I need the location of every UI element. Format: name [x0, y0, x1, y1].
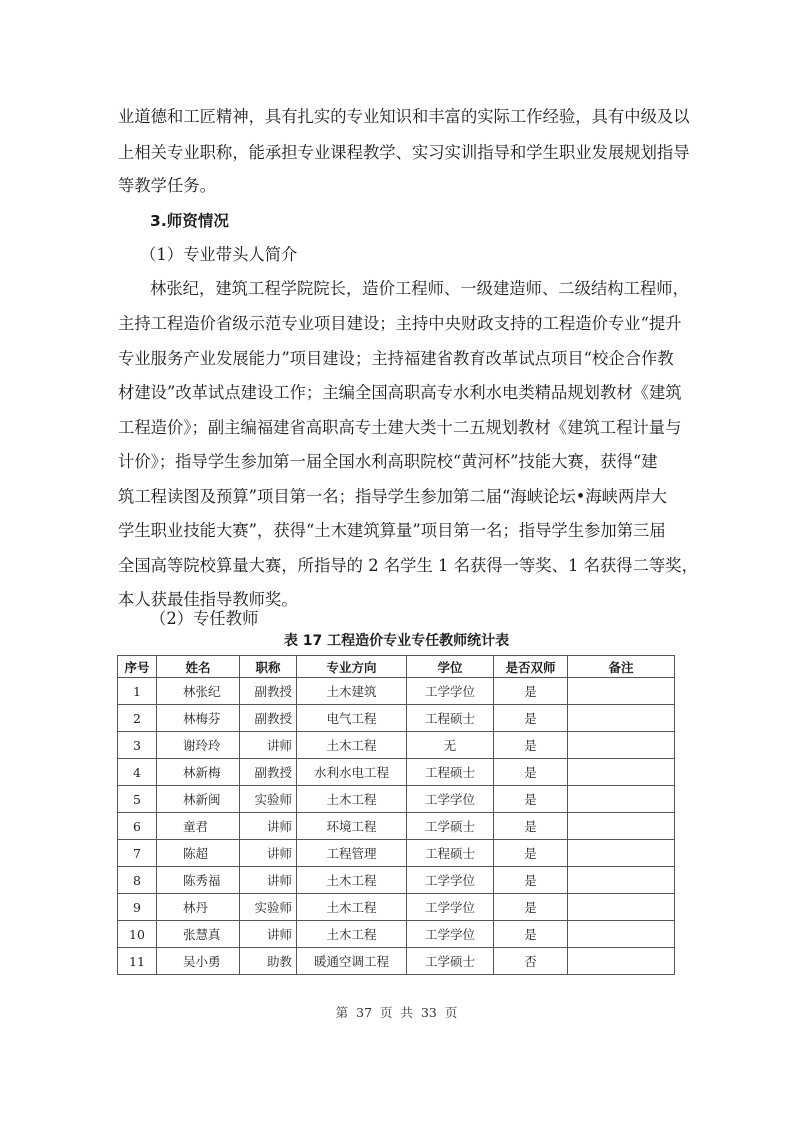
table-row [118, 705, 675, 732]
row-number-cell: 6 [118, 813, 157, 840]
row-number-cell: 8 [118, 867, 157, 894]
specialty-cell: 土木工程 [297, 732, 407, 759]
job-title-cell: 实验师 [240, 786, 297, 813]
section-heading: 3.师资情况 [150, 212, 229, 230]
specialty-cell: 环境工程 [297, 813, 407, 840]
remarks-cell [568, 678, 675, 705]
remarks-cell [568, 867, 675, 894]
paragraph-line: 主持工程造价省级示范专业项目建设；主持中央财政支持的工程造价专业“提升 [118, 314, 682, 333]
degree-cell: 工程硕士 [407, 705, 494, 732]
paragraph-line: 业道德和工匠精神，具有扎实的专业知识和丰富的实际工作经验，具有中级及以 [118, 107, 690, 126]
specialty-cell: 电气工程 [297, 705, 407, 732]
specialty-cell: 土木工程 [297, 867, 407, 894]
dual-qualified-cell: 是 [494, 894, 568, 921]
dual-qualified-cell: 是 [494, 840, 568, 867]
teacher-name-cell: 陈超 [157, 840, 240, 867]
dual-qualified-cell: 是 [494, 921, 568, 948]
job-title-cell: 副教授 [240, 705, 297, 732]
specialty-cell: 土木工程 [297, 921, 407, 948]
dual-qualified-cell: 否 [494, 948, 568, 975]
paragraph-line: 上相关专业职称，能承担专业课程教学、实习实训指导和学生职业发展规划指导 [118, 143, 690, 162]
degree-cell: 工学学位 [407, 921, 494, 948]
dual-qualified-cell: 是 [494, 786, 568, 813]
degree-cell: 工学学位 [407, 678, 494, 705]
degree-cell: 工学学位 [407, 867, 494, 894]
remarks-cell [568, 813, 675, 840]
degree-cell: 工程硕士 [407, 759, 494, 786]
remarks-cell [568, 894, 675, 921]
table-row [118, 678, 675, 705]
teacher-name-cell: 林张纪 [157, 678, 240, 705]
teacher-name-cell: 童君 [157, 813, 240, 840]
remarks-cell [568, 732, 675, 759]
row-number-cell: 10 [118, 921, 157, 948]
specialty-cell: 暖通空调工程 [297, 948, 407, 975]
table-caption: 表 17 工程造价专业专任教师统计表 [283, 633, 510, 649]
teacher-name-cell: 张慧真 [157, 921, 240, 948]
remarks-cell [568, 921, 675, 948]
header-cell: 姓名 [157, 656, 240, 678]
job-title-cell: 助教 [240, 948, 297, 975]
header-cell: 是否双师 [494, 656, 568, 678]
job-title-cell: 讲师 [240, 813, 297, 840]
paragraph-line: 专业服务产业发展能力”项目建设；主持福建省教育改革试点项目“校企合作教 [118, 349, 674, 368]
specialty-cell: 土木工程 [297, 786, 407, 813]
dual-qualified-cell: 是 [494, 678, 568, 705]
specialty-cell: 工程管理 [297, 840, 407, 867]
table-row [118, 786, 675, 813]
specialty-cell: 水利水电工程 [297, 759, 407, 786]
job-title-cell: 讲师 [240, 921, 297, 948]
dual-qualified-cell: 是 [494, 732, 568, 759]
table-row [118, 813, 675, 840]
table-header-row [118, 656, 675, 678]
dual-qualified-cell: 是 [494, 705, 568, 732]
paragraph-line: 学生职业技能大赛”，获得“土木建筑算量”项目第一名；指导学生参加第三届 [118, 521, 666, 540]
paragraph-line: 筑工程读图及预算”项目第一名；指导学生参加第二届“海峡论坛•海峡两岸大 [118, 487, 668, 506]
teacher-name-cell: 林新梅 [157, 759, 240, 786]
paragraph-line: 工程造价》；副主编福建省高职高专土建大类十二五规划教材《建筑工程计量与 [118, 418, 682, 437]
job-title-cell: 讲师 [240, 840, 297, 867]
dual-qualified-cell: 是 [494, 867, 568, 894]
degree-cell: 工学硕士 [407, 813, 494, 840]
table-row [118, 840, 675, 867]
teacher-statistics-table [117, 655, 675, 975]
job-title-cell: 实验师 [240, 894, 297, 921]
teacher-name-cell: 林丹 [157, 894, 240, 921]
degree-cell: 工程硕士 [407, 840, 494, 867]
table-row [118, 948, 675, 975]
degree-cell: 无 [407, 732, 494, 759]
row-number-cell: 3 [118, 732, 157, 759]
subsection-heading-leader: （1）专业带头人简介 [140, 245, 298, 264]
header-cell: 专业方向 [297, 656, 407, 678]
header-cell: 职称 [240, 656, 297, 678]
header-cell: 序号 [118, 656, 157, 678]
degree-cell: 工学硕士 [407, 948, 494, 975]
specialty-cell: 土木工程 [297, 894, 407, 921]
job-title-cell: 副教授 [240, 678, 297, 705]
dual-qualified-cell: 是 [494, 759, 568, 786]
job-title-cell: 副教授 [240, 759, 297, 786]
header-cell: 学位 [407, 656, 494, 678]
row-number-cell: 1 [118, 678, 157, 705]
table-row [118, 759, 675, 786]
row-number-cell: 4 [118, 759, 157, 786]
row-number-cell: 5 [118, 786, 157, 813]
paragraph-line: 全国高等院校算量大赛，所指导的 2 名学生 1 名获得一等奖、1 名获得二等奖， [118, 556, 698, 575]
table-row [118, 894, 675, 921]
subsection-heading-teachers: （2）专任教师 [150, 609, 259, 628]
paragraph-line: 本人获最佳指导教师奖。 [118, 590, 298, 609]
page-number-footer: 第 37 页 共 33 页 [335, 1005, 458, 1020]
table-row [118, 867, 675, 894]
job-title-cell: 讲师 [240, 732, 297, 759]
teacher-name-cell: 林新闽 [157, 786, 240, 813]
teacher-name-cell: 陈秀福 [157, 867, 240, 894]
teacher-name-cell: 林梅芬 [157, 705, 240, 732]
header-cell: 备注 [568, 656, 675, 678]
remarks-cell [568, 948, 675, 975]
paragraph-line: 林张纪，建筑工程学院院长，造价工程师、一级建造师、二级结构工程师， [150, 279, 689, 298]
paragraph-line: 材建设”改革试点建设工作；主编全国高职高专水利水电类精品规划教材《建筑 [118, 383, 682, 402]
paragraph-line: 等教学任务。 [118, 176, 216, 195]
table-row [118, 921, 675, 948]
job-title-cell: 讲师 [240, 867, 297, 894]
row-number-cell: 7 [118, 840, 157, 867]
table-row [118, 732, 675, 759]
remarks-cell [568, 705, 675, 732]
teacher-name-cell: 谢玲玲 [157, 732, 240, 759]
remarks-cell [568, 759, 675, 786]
teacher-name-cell: 吴小勇 [157, 948, 240, 975]
degree-cell: 工学学位 [407, 786, 494, 813]
remarks-cell [568, 840, 675, 867]
degree-cell: 工学学位 [407, 894, 494, 921]
specialty-cell: 土木建筑 [297, 678, 407, 705]
dual-qualified-cell: 是 [494, 813, 568, 840]
row-number-cell: 11 [118, 948, 157, 975]
row-number-cell: 9 [118, 894, 157, 921]
row-number-cell: 2 [118, 705, 157, 732]
remarks-cell [568, 786, 675, 813]
paragraph-line: 计价》；指导学生参加第一届全国水利高职院校“黄河杯”技能大赛，获得“建 [118, 452, 658, 471]
